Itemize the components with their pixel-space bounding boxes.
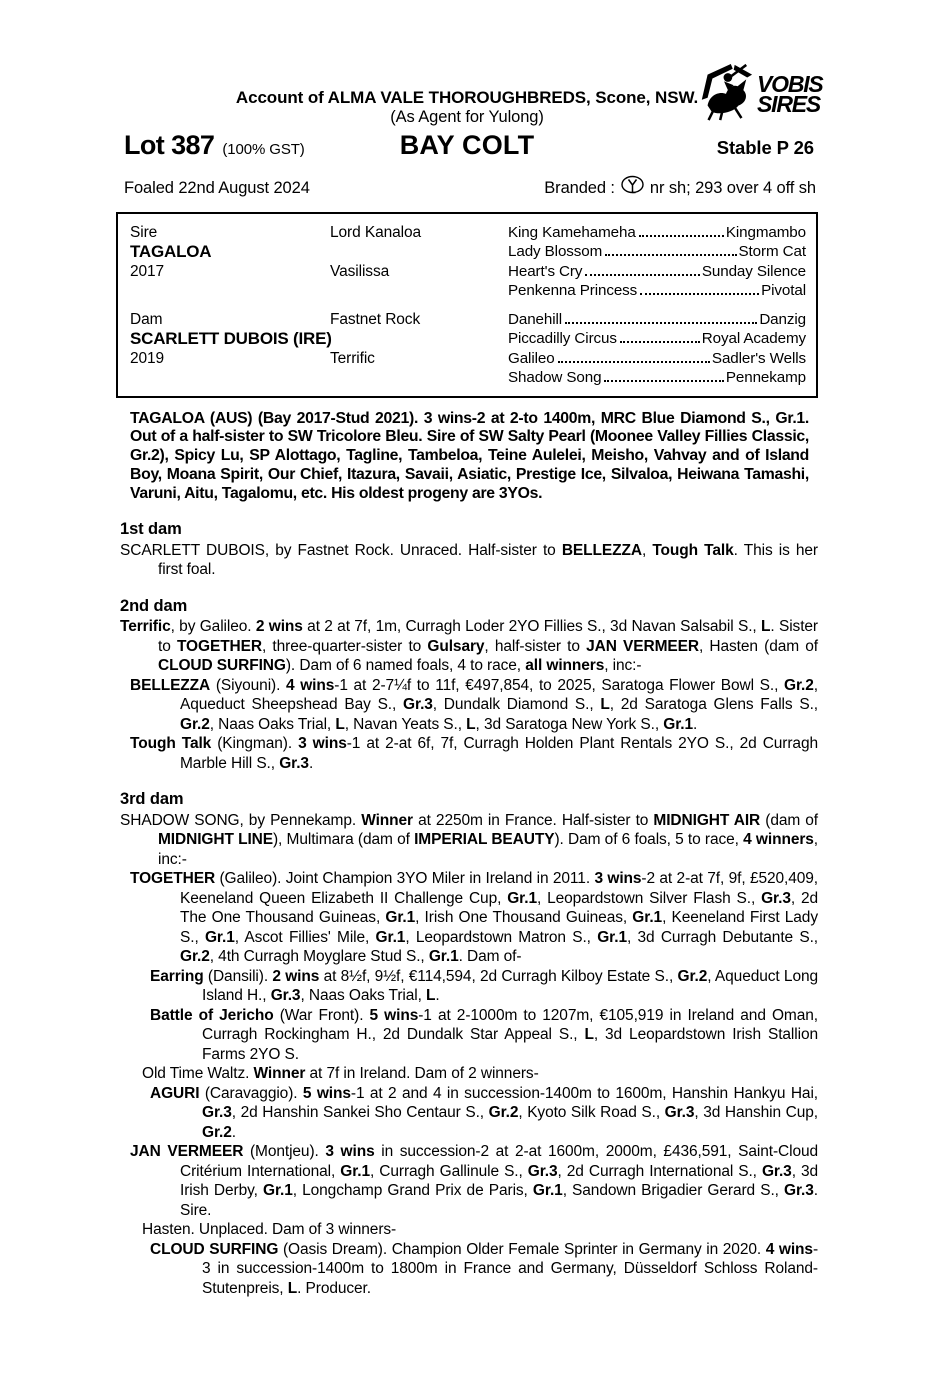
dotted-leader <box>639 235 724 237</box>
pedigree-ancestor-row <box>508 262 806 282</box>
pedigree-entry: Old Time Waltz. Winner at 7f in Ireland. Dam of 2 winners- <box>142 1065 539 1083</box>
pedigree-entry: CLOUD SURFING (Oasis Dream). Champion Older Female Sprinter in Germany in 2020. 4 wins-3 in succession-1400m to 1800m in France and Germany, Düsseldorf Schloss Roland-Stutenpreis, L. Producer. <box>150 1240 818 1297</box>
page-title: BAY COLT <box>399 130 535 160</box>
dotted-leader <box>558 361 710 363</box>
ancestor-sire-name: Royal Academy <box>701 330 806 347</box>
pedigree-entry: TOGETHER (Galileo). Joint Champion 3YO Miler in Ireland in 2011. 3 wins-2 at 2-at 7f, 9f, £520,409, Keeneland Queen Elizabeth II Challenge Cup, Gr.1, Leopardstown Silver Flash S., Gr.3, 2d The One Thousand Guineas, Gr.1, Irish One Thousand Guineas, Gr.1, Keeneland First Lady S., Gr.1, Ascot Fillies' Mile, Gr.1, Leopardstown Matron S., Gr.1, 3d Curragh Debutante S., Gr.2, 4th Curragh Moyglare Stud S., Gr.1. Dam of- <box>130 870 818 966</box>
pedigree-horse-name: TAGALOA <box>130 242 212 261</box>
pedigree-role-label: Dam <box>130 310 163 328</box>
dam-section-heading: 3rd dam <box>120 790 184 809</box>
ancestor-sire-name: Sunday Silence <box>701 262 806 280</box>
branded-suffix: nr sh; 293 over 4 off sh <box>649 178 816 197</box>
ancestor-sire-name: Kingmambo <box>725 223 806 241</box>
ancestor-name: Lady Blossom <box>508 243 603 260</box>
pedigree-parent-name: Vasilissa <box>330 262 390 280</box>
pedigree-parent-name: Fastnet Rock <box>330 310 421 328</box>
pedigree-parent-name: Terrific <box>330 349 375 367</box>
pedigree-entry: Tough Talk (Kingman). 3 wins-1 at 2-at 6f, 7f, Curragh Holden Plant Rentals 2YO S., 2d Curragh Marble Hill S., Gr.3. <box>130 735 818 772</box>
foaled-date: Foaled 22nd August 2024 <box>124 178 310 197</box>
ancestor-sire-name: Danzig <box>759 310 806 328</box>
ancestor-name: King Kamehameha <box>508 223 636 241</box>
ancestor-name: Piccadilly Circus <box>508 330 617 347</box>
pedigree-ancestor-row <box>508 223 806 243</box>
pedigree-horse-year: 2017 <box>130 262 165 280</box>
pedigree-entry: AGURI (Caravaggio). 5 wins-1 at 2 and 4 in succession-1400m to 1600m, Hanshin Hankyu Hai, Gr.3, 2d Hanshin Sankei Sho Centaur S., Gr.2, Kyoto Silk Road S., Gr.3, 3d Hanshin Cup, Gr.2. <box>150 1084 818 1141</box>
pedigree-entry: Hasten. Unplaced. Dam of 3 winners- <box>142 1221 397 1239</box>
lot-row <box>116 130 818 168</box>
stable-number: Stable P 26 <box>716 137 814 158</box>
foal-row <box>116 175 818 202</box>
ancestor-name: Danehill <box>508 310 563 328</box>
pedigree-horse-year: 2019 <box>130 349 165 367</box>
ancestor-sire-name: Sadler's Wells <box>711 349 806 367</box>
ancestor-sire-name: Storm Cat <box>738 243 806 260</box>
pedigree-role-label: Sire <box>130 223 158 241</box>
page-content <box>116 88 821 1298</box>
dotted-leader <box>620 341 700 343</box>
dotted-leader <box>604 380 723 382</box>
pedigree-group-dam <box>130 310 806 388</box>
pedigree-ancestor-row <box>508 368 806 388</box>
pedigree-ancestor-row <box>508 310 806 330</box>
pedigree-parent-name: Lord Kanaloa <box>330 223 422 241</box>
vobis-word: VOBIS <box>757 71 823 98</box>
account-line: Account of ALMA VALE THOROUGHBREDS, Scone, NSW. <box>235 88 699 107</box>
dotted-leader <box>565 322 757 324</box>
ancestor-sire-name: Pennekamp <box>725 369 806 386</box>
gst-note: (100% GST) <box>222 141 305 158</box>
sires-word: SIRES <box>757 90 821 117</box>
dotted-leader <box>640 293 759 295</box>
pedigree-entry: Terrific, by Galileo. 2 wins at 2 at 7f, 1m, Curragh Loder 2YO Fillies S., 3d Navan Salsabil S., L. Sister to TOGETHER, three-quarter-sister to Gulsary, half-sister to JAN VERMEER, Hasten (dam of CLOUD SURFING). Dam of 6 named foals, 4 to race, all winners, inc:- <box>120 618 818 675</box>
pedigree-entry: SCARLETT DUBOIS, by Fastnet Rock. Unraced. Half-sister to BELLEZZA, Tough Talk. This is her first foal. <box>120 541 818 579</box>
dam-sections <box>116 520 818 1298</box>
dam-section-heading: 1st dam <box>120 520 182 539</box>
pedigree-ancestor-row <box>508 281 806 301</box>
pedigree-ancestor-row <box>508 242 806 262</box>
ancestor-name: Galileo <box>508 349 555 367</box>
pedigree-group-sire <box>130 223 806 301</box>
dotted-leader <box>585 274 699 276</box>
ancestor-name: Heart's Cry <box>508 262 583 280</box>
agent-line: (As Agent for Yulong) <box>390 107 544 126</box>
pedigree-ancestor-row <box>508 329 806 349</box>
pedigree-ancestor-row <box>508 349 806 369</box>
pedigree-entry: Earring (Dansili). 2 wins at 8½f, 9½f, €114,594, 2d Curragh Kilboy Estate S., Gr.2, Aqueduct Long Island H., Gr.3, Naas Oaks Trial, L. <box>150 967 819 1005</box>
lot-number: Lot 387 <box>124 130 215 160</box>
ancestor-sire-name: Pivotal <box>761 282 806 299</box>
pedigree-entry: Battle of Jericho (War Front). 5 wins-1 at 2-1000m to 1207m, €105,919 in Ireland and Oman, Curragh Rockingham H., 2d Dundalk Star Appeal S., L, 3d Leopardstown Irish Stallion Farms 2YO S. <box>150 1006 818 1063</box>
pedigree-entry: SHADOW SONG, by Pennekamp. Winner at 2250m in France. Half-sister to MIDNIGHT AIR (dam of MIDNIGHT LINE), Multimara (dam of IMPERIAL BEAUTY). Dam of 6 foals, 5 to race, 4 winners, inc:- <box>120 811 819 868</box>
pedigree-entry: BELLEZZA (Siyouni). 4 wins-1 at 2-7¼f to 11f, €497,854, to 2025, Saratoga Flower Bowl S., Gr.2, Aqueduct Sheepshead Bay S., Gr.3, Dundalk Diamond S., L, 2d Saratoga Glens Falls S., Gr.2, Naas Oaks Trial, L, Navan Yeats S., L, 3d Saratoga New York S., Gr.1. <box>130 676 818 733</box>
pedigree-entry: JAN VERMEER (Montjeu). 3 wins in succession-2 at 2-at 1600m, 2000m, £436,591, Saint-Cloud Critérium International, Gr.1, Curragh Gallinule S., Gr.3, 2d Curragh International S., Gr.3, 3d Irish Derby, Gr.1, Longchamp Grand Prix de Paris, Gr.1, Sandown Brigadier Gerard S., Gr.3. Sire. <box>130 1143 819 1219</box>
pedigree-horse-name: SCARLETT DUBOIS (IRE) <box>130 329 332 348</box>
branded-prefix: Branded : <box>544 178 615 197</box>
brand-line <box>544 175 816 202</box>
pedigree-table <box>116 212 818 398</box>
dam-section-heading: 2nd dam <box>120 596 188 615</box>
sire-blurb: TAGALOA (AUS) (Bay 2017-Stud 2021). 3 wins-2 at 2-to 1400m, MRC Blue Diamond S., Gr.1. Out of a half-sister to SW Tricolore Bleu. Sire of SW Salty Pearl (Moonee Valley Fillies Classic, Gr.2), Spicy Lu, SP Alottago, Tagline, Tambeloa, Teine Aulelei, Meisho, Vahvay and of Island Boy, Moana Spirit, Our Chief, Itazura, Savaii, Asiatic, Prestige Ice, Silvaloa, Heiwana Tamashi, Varuni, Aitu, Tagalomu, etc. His oldest progeny are 3YOs. <box>130 409 809 502</box>
ancestor-name: Shadow Song <box>508 369 602 386</box>
ancestor-name: Penkenna Princess <box>508 282 638 299</box>
brand-symbol-icon <box>620 175 645 202</box>
dotted-leader <box>605 254 736 256</box>
